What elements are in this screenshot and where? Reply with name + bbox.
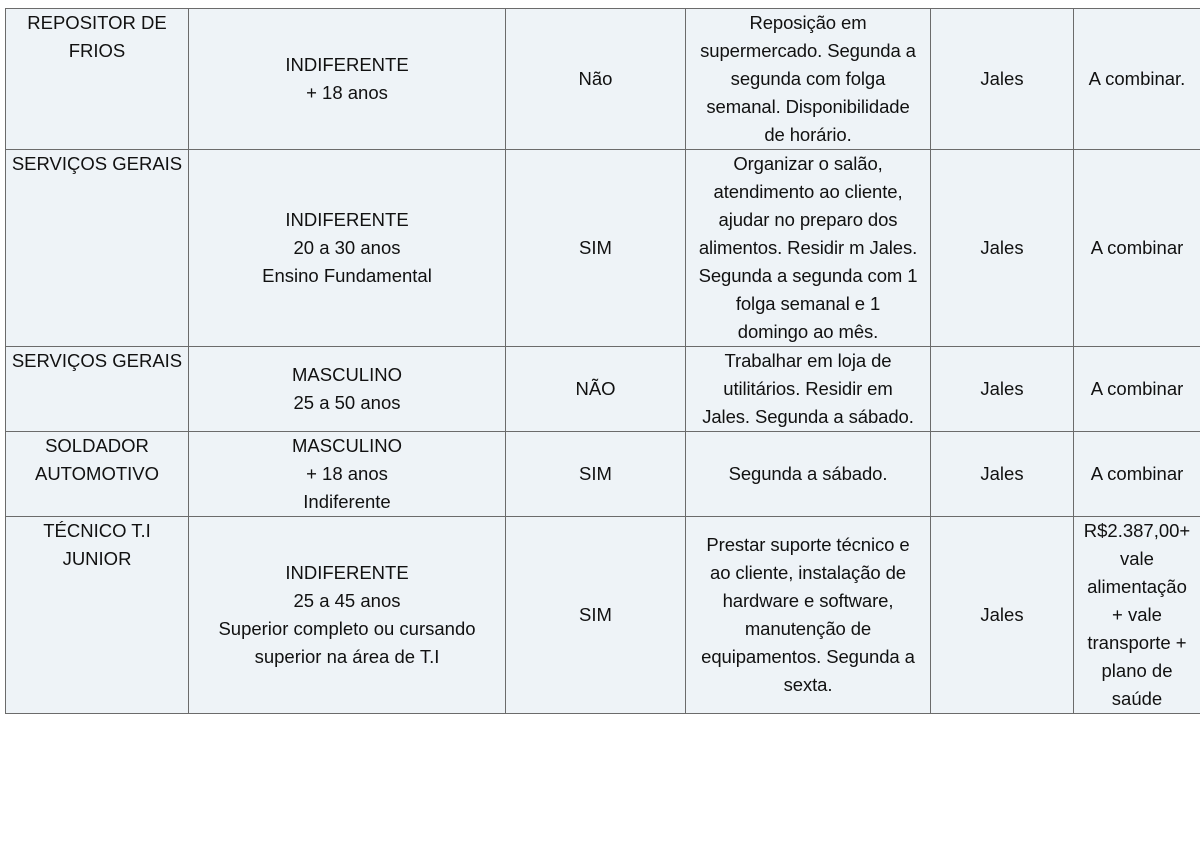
description-line: ao cliente, instalação de (710, 562, 906, 583)
requirement-line: 20 a 30 anos (293, 237, 401, 258)
description-line: sexta. (783, 674, 833, 695)
description-line: Trabalhar em loja de (724, 350, 892, 371)
job-title-line: REPOSITOR DE (27, 12, 167, 33)
requirements-cell (189, 9, 506, 150)
description-cell (686, 517, 931, 714)
description-line: equipamentos. Segunda a (701, 646, 915, 667)
job-title-line: AUTOMOTIVO (34, 463, 160, 484)
description-line: manutenção de (744, 618, 872, 639)
job-title-line: SERVIÇOS GERAIS (11, 153, 183, 174)
salary-line: R$2.387,00+ (1083, 520, 1191, 541)
salary-line: saúde (1111, 688, 1163, 709)
description-line: supermercado. Segunda a (700, 40, 916, 61)
description-line: ajudar no preparo dos (718, 209, 898, 230)
description-line: hardware e software, (722, 590, 894, 611)
city-cell: Jales (931, 9, 1074, 150)
flag-cell: SIM (506, 150, 686, 347)
salary-cell (1074, 517, 1200, 714)
salary-line: alimentação (1087, 576, 1187, 597)
requirement-line: Indiferente (303, 491, 391, 512)
requirement-line: INDIFERENTE (285, 562, 409, 583)
job-title-cell (6, 150, 189, 347)
description-line: Prestar suporte técnico e (706, 534, 910, 555)
description-line: Organizar o salão, (733, 153, 883, 174)
city-cell: Jales (931, 432, 1074, 517)
salary-line: vale (1120, 548, 1154, 569)
city-cell: Jales (931, 150, 1074, 347)
description-line: atendimento ao cliente, (713, 181, 903, 202)
description-line: folga semanal e 1 (735, 293, 881, 314)
table-row (6, 9, 1200, 150)
description-line: Jales. Segunda a sábado. (702, 406, 914, 427)
salary-cell (1074, 432, 1200, 517)
description-line: de horário. (764, 124, 852, 145)
job-title-cell (6, 9, 189, 150)
requirement-line: + 18 anos (306, 82, 388, 103)
city-cell: Jales (931, 517, 1074, 714)
requirement-line: INDIFERENTE (285, 54, 409, 75)
table-row (6, 432, 1200, 517)
table-row (6, 150, 1200, 347)
requirements-cell (189, 150, 506, 347)
salary-line: A combinar (1090, 463, 1184, 484)
salary-line: + vale (1112, 604, 1162, 625)
salary-line: A combinar. (1088, 68, 1186, 89)
description-cell (686, 432, 931, 517)
requirement-line: 25 a 50 anos (293, 392, 401, 413)
requirement-line: MASCULINO (292, 364, 402, 385)
job-title-cell (6, 517, 189, 714)
requirements-cell (189, 517, 506, 714)
requirement-line: + 18 anos (306, 463, 388, 484)
salary-cell (1074, 9, 1200, 150)
requirement-line: superior na área de T.I (254, 646, 440, 667)
description-line: domingo ao mês. (737, 321, 879, 342)
description-line: Segunda a segunda com 1 (698, 265, 918, 286)
requirements-cell (189, 432, 506, 517)
salary-line: transporte + (1087, 632, 1187, 653)
flag-cell: NÃO (506, 347, 686, 432)
salary-cell (1074, 347, 1200, 432)
description-line: semanal. Disponibilidade (706, 96, 910, 117)
description-cell (686, 347, 931, 432)
flag-cell: Não (506, 9, 686, 150)
job-title-line: SOLDADOR (45, 435, 149, 456)
flag-cell: SIM (506, 432, 686, 517)
job-listings-body (6, 9, 1200, 714)
salary-line: A combinar (1090, 237, 1184, 258)
salary-cell (1074, 150, 1200, 347)
description-line: Segunda a sábado. (728, 463, 888, 484)
table-row (6, 517, 1200, 714)
requirement-line: 25 a 45 anos (293, 590, 401, 611)
requirement-line: INDIFERENTE (285, 209, 409, 230)
requirements-cell (189, 347, 506, 432)
city-cell: Jales (931, 347, 1074, 432)
job-title-line: JUNIOR (62, 548, 132, 569)
description-cell (686, 150, 931, 347)
job-title-cell (6, 347, 189, 432)
requirement-line: MASCULINO (292, 435, 402, 456)
description-line: utilitários. Residir em (723, 378, 893, 399)
requirement-line: Superior completo ou cursando (218, 618, 476, 639)
description-cell (686, 9, 931, 150)
job-title-cell (6, 432, 189, 517)
description-line: segunda com folga (730, 68, 886, 89)
job-listings-table (5, 8, 1200, 714)
job-title-line: FRIOS (68, 40, 126, 61)
salary-line: plano de (1101, 660, 1173, 681)
table-row (6, 347, 1200, 432)
job-title-line: SERVIÇOS GERAIS (11, 350, 183, 371)
job-title-line: TÉCNICO T.I (43, 520, 151, 541)
description-line: alimentos. Residir m Jales. (698, 237, 918, 258)
flag-cell: SIM (506, 517, 686, 714)
salary-line: A combinar (1090, 378, 1184, 399)
description-line: Reposição em (749, 12, 867, 33)
requirement-line: Ensino Fundamental (262, 265, 432, 286)
